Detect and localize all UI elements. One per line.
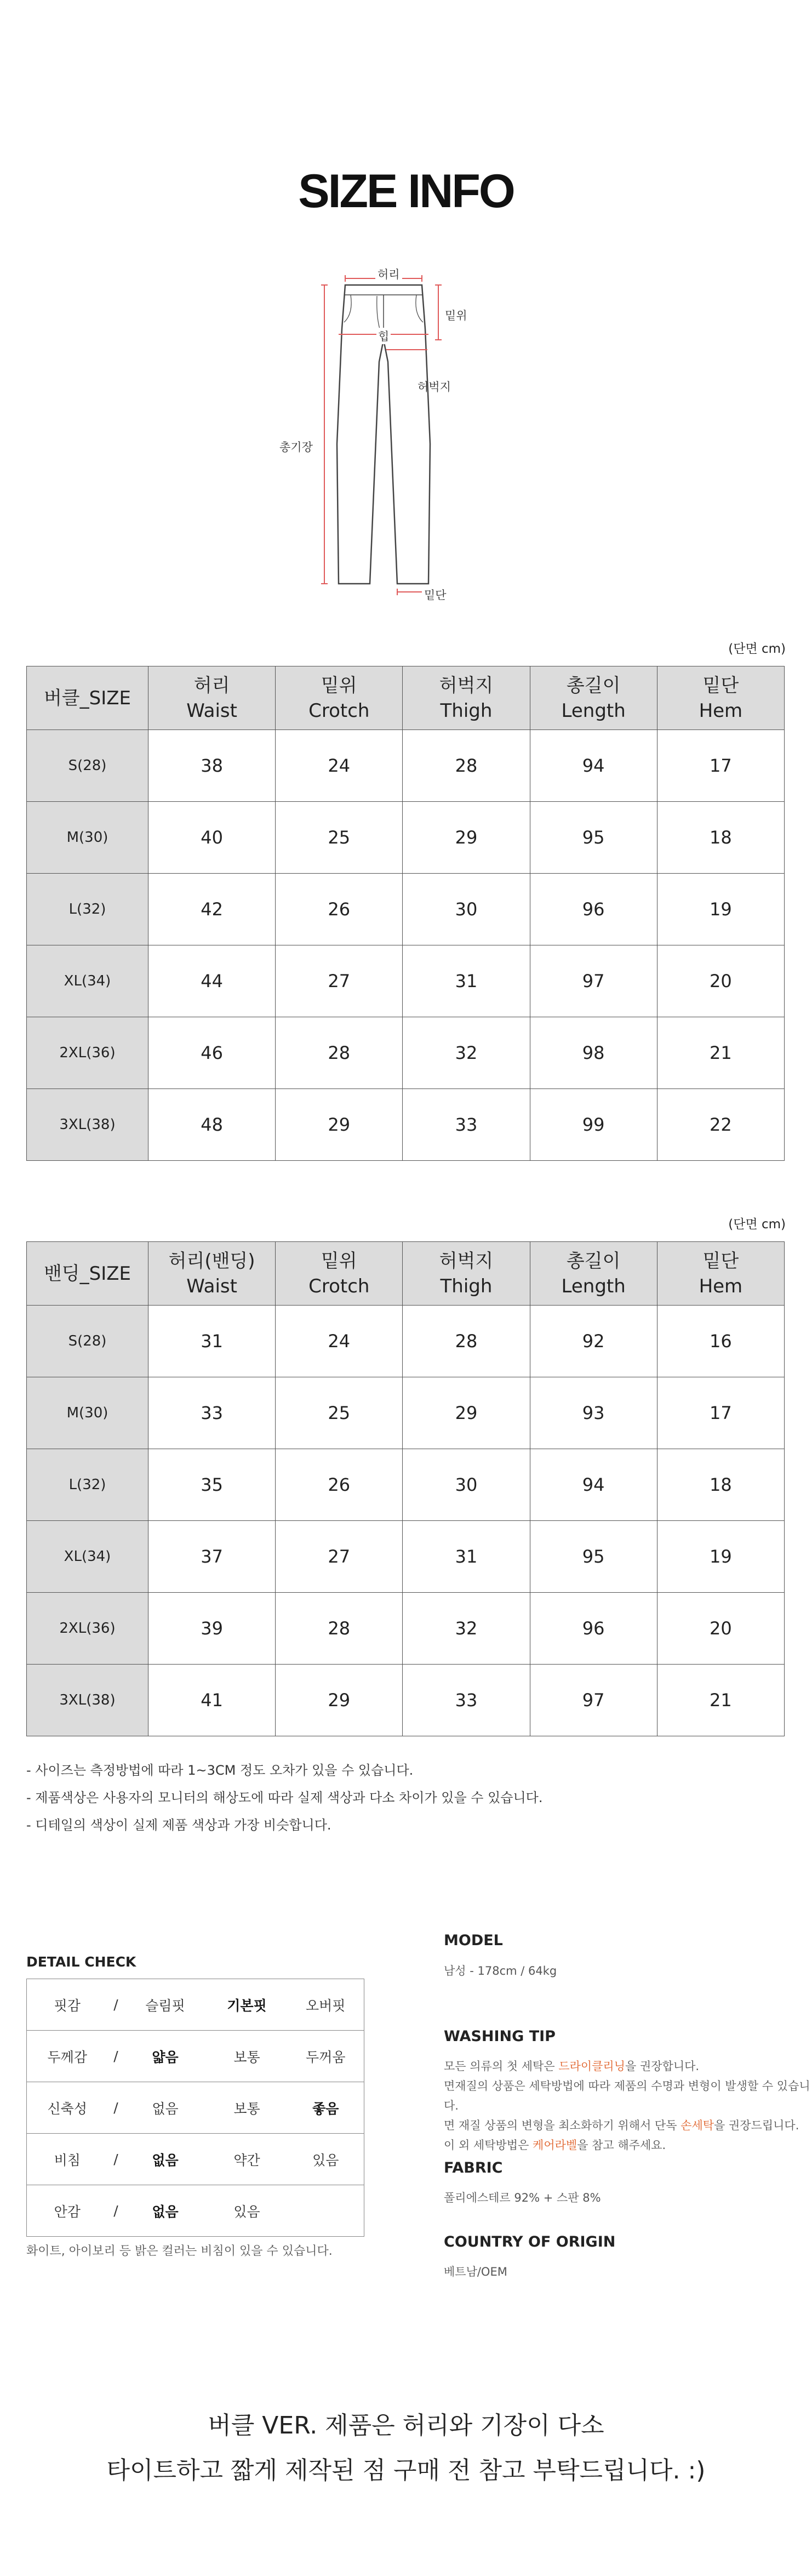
option: 보통 [214,2031,280,2082]
table-header-row [27,666,785,730]
table-row [27,945,785,1017]
option-selected: 얇음 [124,2031,207,2082]
washing-text: 모든 의류의 첫 세탁은 드라이클리닝을 권장합니다. 면재질의 상품은 세탁방법에 따라 제품의 수명과 변형이 발생할 수 있습니다. 면 재질 상품의 변형을 최소화하기 위해서 단독 손세탁을 권장드립니다. 이 외 세탁방법은 케어라벨을 참고 해주세요. [444,2060,810,2152]
cell-value: 37 [148,1521,276,1593]
row-size: 2XL(36) [27,1593,148,1665]
option [288,2185,364,2237]
cell-value: 19 [657,874,784,945]
row-size: 3XL(38) [27,1665,148,1736]
cell-value: 21 [657,1017,784,1089]
hip-label: 힙 [376,328,391,344]
cell-value: 31 [403,945,530,1017]
option: 없음 [124,2082,207,2134]
option-selected: 없음 [124,2134,207,2185]
separator: / [108,1979,124,2031]
cell-value: 30 [403,1449,530,1521]
table-row [27,874,785,945]
table-row [27,1593,785,1665]
cell-value: 28 [403,730,530,802]
cell-value: 32 [403,1593,530,1665]
option: 약간 [214,2134,280,2185]
cell-value: 22 [657,1089,784,1161]
page-title: SIZE INFO [298,165,514,218]
pants-outline-illustration [274,263,537,614]
waist-label: 허리 [375,266,402,282]
row-size: S(28) [27,1306,148,1377]
option: 있음 [214,2185,280,2237]
detail-label: 두께감 [27,2031,108,2082]
detail-check-table [26,1979,364,2237]
cell-value: 33 [148,1377,276,1449]
cell-value: 26 [276,1449,403,1521]
cell-value: 17 [657,730,784,802]
option: 보통 [214,2082,280,2134]
separator: / [108,2134,124,2185]
col-header-waist: 허리 Waist [148,666,276,730]
option: 있음 [288,2134,364,2185]
cell-value: 40 [148,802,276,874]
table-header-row [27,1242,785,1306]
col-header-hem: 밑단 Hem [657,1242,784,1306]
cell-value: 96 [530,874,657,945]
cell-value: 16 [657,1306,784,1377]
row-size: S(28) [27,730,148,802]
cell-value: 46 [148,1017,276,1089]
row-size: L(32) [27,1449,148,1521]
origin-heading: COUNTRY OF ORIGIN [444,2233,616,2250]
option: 오버핏 [288,1979,364,2031]
cell-value: 25 [276,802,403,874]
col-header-thigh: 허벅지 Thigh [403,1242,530,1306]
detail-label: 안감 [27,2185,108,2237]
fabric-heading: FABRIC [444,2159,503,2176]
row-size: XL(34) [27,1521,148,1593]
cell-value: 24 [276,730,403,802]
row-size: 2XL(36) [27,1017,148,1089]
model-heading: MODEL [444,1932,503,1949]
pants-diagram [274,263,537,614]
cell-value: 95 [530,802,657,874]
option-selected: 기본핏 [214,1979,280,2031]
cell-value: 41 [148,1665,276,1736]
detail-row [27,1979,364,2031]
row-size: 3XL(38) [27,1089,148,1161]
cell-value: 93 [530,1377,657,1449]
cell-value: 31 [403,1521,530,1593]
cell-value: 97 [530,1665,657,1736]
thigh-label: 허벅지 [418,380,451,394]
bottom-notice-line: 타이트하고 짧게 제작된 점 구매 전 참고 부탁드립니다. :) [106,2457,706,2484]
table-row [27,1449,785,1521]
cell-value: 28 [276,1017,403,1089]
cell-value: 21 [657,1665,784,1736]
table-row [27,1521,785,1593]
cell-value: 19 [657,1521,784,1593]
detail-label: 핏감 [27,1979,108,2031]
washing-heading: WASHING TIP [444,2028,556,2045]
detail-label: 신축성 [27,2082,108,2134]
crotch-label: 밑위 [445,309,467,322]
cell-value: 20 [657,945,784,1017]
detail-row [27,2134,364,2185]
cell-value: 92 [530,1306,657,1377]
table-row [27,730,785,802]
col-header-crotch: 밑위 Crotch [276,666,403,730]
col-header-thigh: 허벅지 Thigh [403,666,530,730]
bottom-notice-line: 버클 VER. 제품은 허리와 기장이 다소 [208,2412,604,2440]
cell-value: 30 [403,874,530,945]
option-selected: 좋음 [288,2082,364,2134]
cell-value: 32 [403,1017,530,1089]
cell-value: 27 [276,945,403,1017]
detail-check-note: 화이트, 아이보리 등 밝은 컬러는 비침이 있을 수 있습니다. [26,2244,333,2258]
col-header-length: 총길이 Length [530,666,657,730]
cell-value: 38 [148,730,276,802]
cell-value: 97 [530,945,657,1017]
cell-value: 18 [657,1449,784,1521]
table-row [27,1665,785,1736]
row-size: M(30) [27,802,148,874]
cell-value: 99 [530,1089,657,1161]
detail-label: 비침 [27,2134,108,2185]
cell-value: 94 [530,1449,657,1521]
row-size: XL(34) [27,945,148,1017]
cell-value: 28 [276,1593,403,1665]
cell-value: 17 [657,1377,784,1449]
table-row [27,1017,785,1089]
cell-value: 25 [276,1377,403,1449]
detail-row [27,2185,364,2237]
bottom-notice [0,2403,812,2493]
cell-value: 18 [657,802,784,874]
option-selected: 없음 [124,2185,207,2237]
model-text: 남성 - 178cm / 64kg [444,1964,557,1977]
cell-value: 94 [530,730,657,802]
cell-value: 29 [403,802,530,874]
table-row [27,1089,785,1161]
hem-label: 밑단 [422,586,449,603]
cell-value: 33 [403,1089,530,1161]
note-line: - 제품색상은 사용자의 모니터의 해상도에 따라 실제 색상과 다소 차이가 있을 수 있습니다. [26,1790,543,1805]
separator: / [108,2031,124,2082]
cell-value: 42 [148,874,276,945]
cell-value: 28 [403,1306,530,1377]
cell-value: 44 [148,945,276,1017]
table-row [27,1377,785,1449]
cell-value: 29 [403,1377,530,1449]
col-header-crotch: 밑위 Crotch [276,1242,403,1306]
table-row [27,1306,785,1377]
col-header-hem: 밑단 Hem [657,666,784,730]
note-line: - 디테일의 색상이 실제 제품 색상과 가장 비슷합니다. [26,1817,331,1833]
option: 슬림핏 [124,1979,207,2031]
buckle-size-table [26,666,785,1161]
fabric-text: 폴리에스테르 92% + 스판 8% [444,2191,601,2204]
length-label: 총기장 [279,441,313,454]
cell-value: 33 [403,1665,530,1736]
detail-row [27,2031,364,2082]
table-corner: 밴딩_SIZE [27,1242,148,1306]
cell-value: 29 [276,1665,403,1736]
col-header-length: 총길이 Length [530,1242,657,1306]
cell-value: 35 [148,1449,276,1521]
separator: / [108,2082,124,2134]
row-size: L(32) [27,874,148,945]
separator: / [108,2185,124,2237]
table-corner: 버클_SIZE [27,666,148,730]
cell-value: 26 [276,874,403,945]
cell-value: 27 [276,1521,403,1593]
cell-value: 48 [148,1089,276,1161]
cell-value: 20 [657,1593,784,1665]
cell-value: 96 [530,1593,657,1665]
banding-size-table [26,1241,785,1736]
cell-value: 31 [148,1306,276,1377]
option: 두꺼움 [288,2031,364,2082]
note-line: - 사이즈는 측정방법에 따라 1~3CM 정도 오차가 있을 수 있습니다. [26,1763,414,1778]
col-header-waist: 허리(밴딩) Waist [148,1242,276,1306]
row-size: M(30) [27,1377,148,1449]
cell-value: 39 [148,1593,276,1665]
detail-check-title: DETAIL CHECK [26,1954,136,1970]
size-notes [26,1757,542,1839]
unit-label: (단면 cm) [728,1217,786,1232]
unit-label: (단면 cm) [728,642,786,656]
table-row [27,802,785,874]
detail-row [27,2082,364,2134]
cell-value: 98 [530,1017,657,1089]
cell-value: 29 [276,1089,403,1161]
cell-value: 24 [276,1306,403,1377]
cell-value: 95 [530,1521,657,1593]
origin-text: 베트남/OEM [444,2265,507,2278]
